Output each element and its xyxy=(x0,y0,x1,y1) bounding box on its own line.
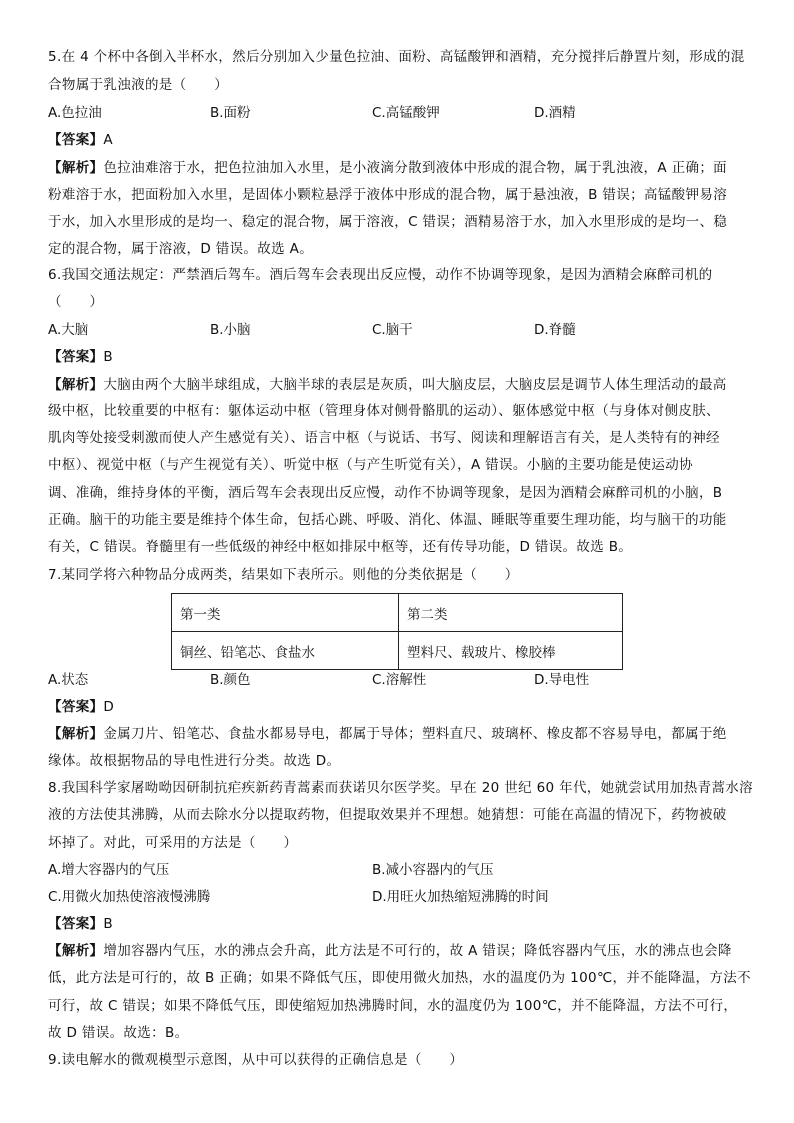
q6-option-b: B.小脑 xyxy=(210,322,251,338)
q6-option-c: C.脑干 xyxy=(372,322,413,338)
q8-option-a: A.增大容器内的气压 xyxy=(48,862,170,878)
table-header-cell: 第一类 xyxy=(172,594,399,632)
table-cell: 塑料尺、载玻片、橡胶棒 xyxy=(399,632,623,670)
q5-answer xyxy=(48,130,113,150)
table-cell: 铜丝、铅笔芯、食盐水 xyxy=(172,632,399,670)
q6-analysis-line-1 xyxy=(48,375,727,395)
q6-analysis-line-4: 中枢）、视觉中枢（与产生视觉有关）、听觉中枢（与产生听觉有关），A 错误。小脑的主要功能是使运动协 xyxy=(48,457,693,473)
q8-stem-line-1: 8.我国科学家屠呦呦因研制抗疟疾新药青蒿素而获诺贝尔医学奖。早在 20 世纪 60 年代，她就尝试用加热青蒿水溶 xyxy=(48,780,753,796)
q7-option-b: B.颜色 xyxy=(210,672,251,688)
answer-label: 【答案】 xyxy=(48,132,104,148)
q5-stem-line-1: 5.在 4 个杯中各倒入半杯水，然后分别加入少量色拉油、面粉、高锰酸钾和酒精，充分搅拌后静置片刻，形成的混 xyxy=(48,49,745,65)
q8-analysis-line-3: 可行，故 C 错误；如果不降低气压，即使缩短加热沸腾时间，水的温度仍为 100℃，并不能降温，方法不可行， xyxy=(48,998,738,1014)
q7-analysis-line-1 xyxy=(48,724,727,744)
analysis-text: 大脑由两个大脑半球组成，大脑半球的表层是灰质，叫大脑皮层，大脑皮层是调节人体生理活动的最高 xyxy=(103,377,727,393)
answer-label: 【答案】 xyxy=(48,916,104,932)
table-header-row xyxy=(172,594,623,632)
q8-stem-line-3: 坏掉了。对此，可采用的方法是（ ） xyxy=(48,835,298,851)
q6-answer xyxy=(48,347,113,367)
q8-stem-line-2: 液的方法使其沸腾，从而去除水分以提取药物，但提取效果并不理想。她猜想：可能在高温的情况下，药物被破 xyxy=(48,807,727,823)
q5-option-d: D.酒精 xyxy=(534,105,576,121)
analysis-label: 【解析】 xyxy=(48,943,104,959)
q7-option-c: C.溶解性 xyxy=(372,672,427,688)
q6-analysis-line-7: 有关，C 错误。脊髓里有一些低级的神经中枢如排尿中枢等，还有传导功能，D 错误。故选 B。 xyxy=(48,539,633,555)
q6-stem-line-2: （ ） xyxy=(48,294,104,310)
q5-analysis-line-2: 粉难溶于水，把面粉加入水里，是固体小颗粒悬浮于液体中形成的混合物，属于悬浊液，B 错误；高锰酸钾易溶 xyxy=(48,187,728,203)
answer-value: B xyxy=(103,349,114,365)
analysis-text: 金属刀片、铅笔芯、食盐水都易导电，都属于导体；塑料直尺、玻璃杯、橡皮都不容易导电，都属于绝 xyxy=(103,726,727,742)
q7-analysis-line-2: 缘体。故根据物品的导电性进行分类。故选 D。 xyxy=(48,753,341,769)
analysis-label: 【解析】 xyxy=(48,726,104,742)
q8-option-c: C.用微火加热使溶液慢沸腾 xyxy=(48,889,211,905)
answer-label: 【答案】 xyxy=(48,349,104,365)
q8-option-d: D.用旺火加热缩短沸腾的时间 xyxy=(372,889,549,905)
q6-analysis-line-3: 肌肉等处接受刺激而使人产生感觉有关）、语言中枢（与说话、书写、阅读和理解语言有关，是人类特有的神经 xyxy=(48,430,720,446)
q8-answer xyxy=(48,914,113,934)
answer-value: D xyxy=(103,699,115,715)
analysis-label: 【解析】 xyxy=(48,160,104,176)
q5-analysis-line-4: 定的混合物，属于溶液，D 错误。故选 A。 xyxy=(48,241,314,257)
q8-analysis-line-2: 低，此方法是可行的，故 B 正确；如果不降低气压，即使用微火加热，水的温度仍为 100℃，并不能降温，方法不 xyxy=(48,970,751,986)
classification-table xyxy=(171,593,623,670)
answer-label: 【答案】 xyxy=(48,699,104,715)
q8-option-b: B.减小容器内的气压 xyxy=(372,862,494,878)
q5-option-a: A.色拉油 xyxy=(48,105,102,121)
q7-option-d: D.导电性 xyxy=(534,672,590,688)
analysis-label: 【解析】 xyxy=(48,377,104,393)
answer-value: A xyxy=(103,132,113,148)
q6-analysis-line-5: 调、准确，维持身体的平衡，酒后驾车会表现出反应慢，动作不协调等现象，是因为酒精会麻醉司机的小脑，B xyxy=(48,485,723,501)
table-header-cell: 第二类 xyxy=(399,594,623,632)
q5-option-b: B.面粉 xyxy=(210,105,251,121)
q7-answer xyxy=(48,697,114,717)
q6-option-a: A.大脑 xyxy=(48,322,89,338)
q6-stem-line-1: 6.我国交通法规定：严禁酒后驾车。酒后驾车会表现出反应慢，动作不协调等现象，是因为酒精会麻醉司机的 xyxy=(48,267,713,283)
q8-analysis-line-4: 故 D 错误。故选：B。 xyxy=(48,1025,189,1041)
q6-option-d: D.脊髓 xyxy=(534,322,576,338)
analysis-text: 增加容器内气压，水的沸点会升高，此方法是不可行的，故 A 错误；降低容器内气压，水的沸点也会降 xyxy=(103,943,732,959)
q6-analysis-line-2: 级中枢，比较重要的中枢有：躯体运动中枢（管理身体对侧骨骼肌的运动）、躯体感觉中枢（与身体对侧皮肤、 xyxy=(48,403,720,419)
q7-option-a: A.状态 xyxy=(48,672,89,688)
q5-stem-line-2: 合物属于乳浊液的是（ ） xyxy=(48,77,229,93)
q8-analysis-line-1 xyxy=(48,941,732,961)
q9-stem-line-1: 9.读电解水的微观模型示意图，从中可以获得的正确信息是（ ） xyxy=(48,1052,464,1068)
q5-analysis-line-3: 于水，加入水里形成的是均一、稳定的混合物，属于溶液，C 错误；酒精易溶于水，加入水里形成的是均一、稳 xyxy=(48,214,728,230)
analysis-text: 色拉油难溶于水，把色拉油加入水里，是小液滴分散到液体中形成的混合物，属于乳浊液，A 正确；面 xyxy=(103,160,728,176)
q6-analysis-line-6: 正确。脑干的功能主要是维持个体生命，包括心跳、呼吸、消化、体温、睡眠等重要生理功能，均与脑干的功能 xyxy=(48,512,727,528)
q5-analysis-line-1 xyxy=(48,158,727,178)
answer-value: B xyxy=(103,916,114,932)
table-row xyxy=(172,632,623,670)
q5-option-c: C.高锰酸钾 xyxy=(372,105,440,121)
q7-stem-line-1: 7.某同学将六种物品分成两类，结果如下表所示。则他的分类依据是（ ） xyxy=(48,567,519,583)
